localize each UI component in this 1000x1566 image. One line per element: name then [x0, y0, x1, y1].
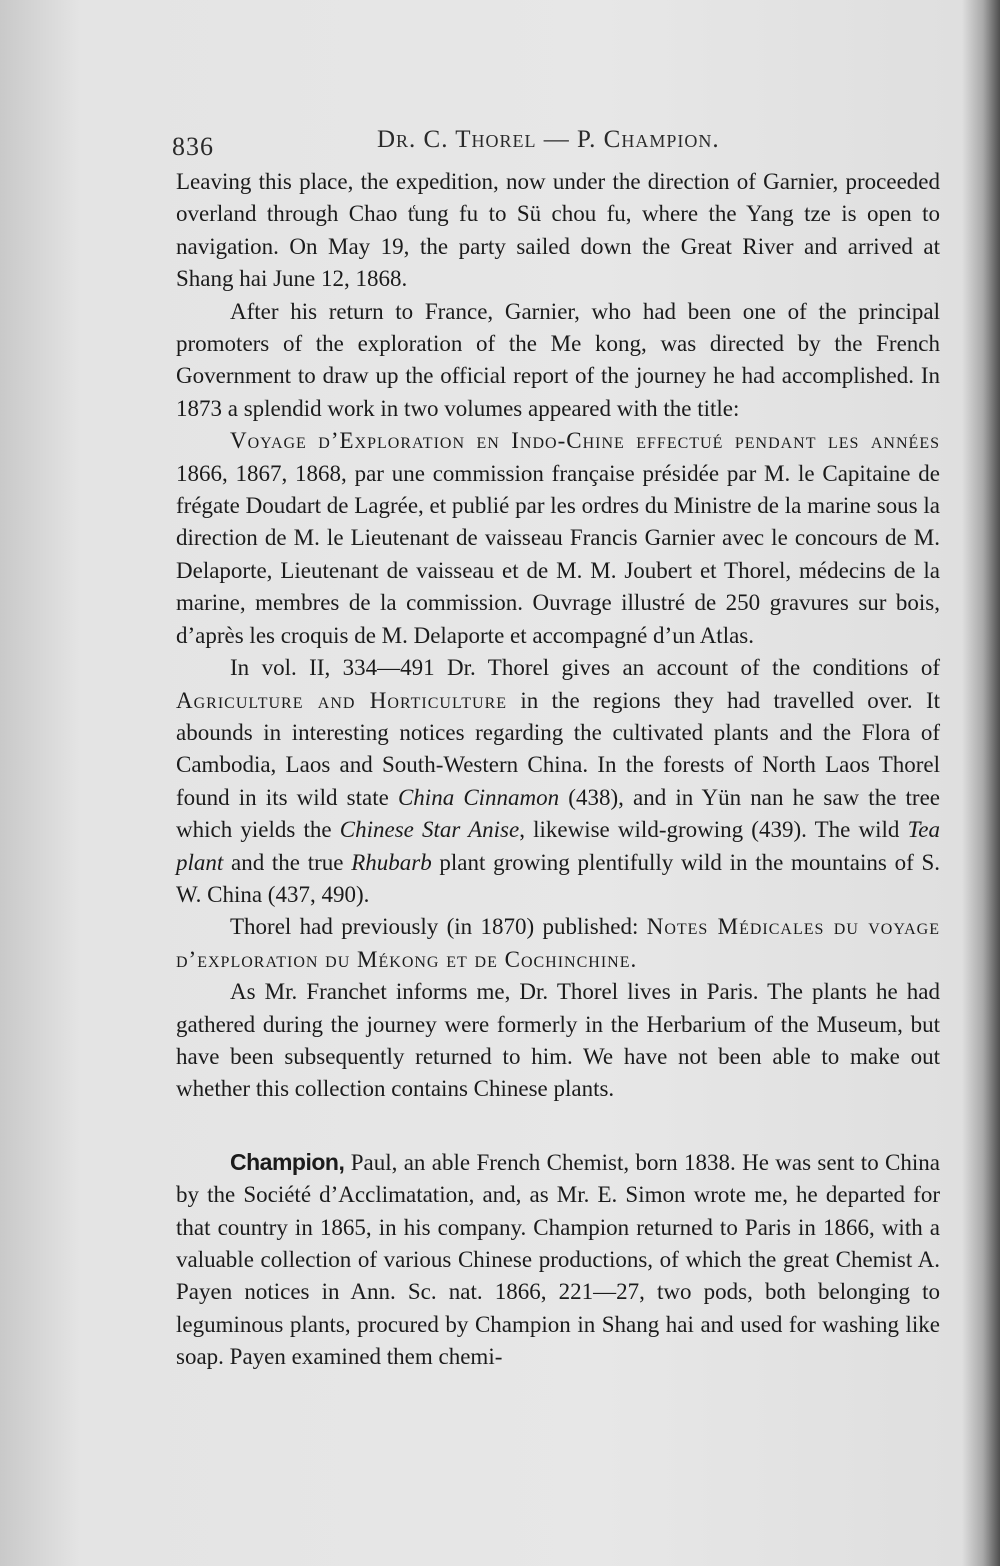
- paragraph: After his return to France, Garnier, who had been one of the principal promoters of the exploration of the Me kong, was directed by the French Government to draw up the official report of the journey he had accomplished. In 1873 a splendid work in two volumes appeared with the title:: [176, 298, 940, 421]
- page-edge-shadow: [962, 0, 1000, 1566]
- small-caps-run: Agriculture and Horticulture: [176, 687, 508, 713]
- italic-run: Tea plant: [176, 817, 940, 875]
- entry-text: Paul, an able French Chemist, born 1838. He was sent to China by the Société d’Acclimatation, and, as Mr. E. Simon wrote me, he departed for that country in 1865, in his company. Champion returned to Paris in 1866, with a valuable collection of various Chinese productions, of which the great Chemist A. Payen notices in Ann. Sc. nat. 1866, 221—27, two pods, both belonging to leguminous plants, procured by Champion in Shang hai and used for washing like soap. Payen examined them chemi-: [176, 1149, 940, 1370]
- text-run: , likewise wild-growing (439). The wild: [519, 817, 908, 843]
- page-header: [172, 126, 932, 166]
- text-run: In vol. II, 334—491 Dr. Thorel gives an account of the conditions of: [230, 655, 940, 681]
- paragraph: [176, 911, 940, 976]
- paragraph: As Mr. Franchet informs me, Dr. Thorel lives in Paris. The plants he had gathered during the journey were formerly in the Herbarium of the Museum, but have been subsequently returned to him. We have not been able to make out whether this collection contains Chinese plants.: [176, 979, 940, 1102]
- page-number: 836: [172, 132, 214, 161]
- entry-name: Champion,: [230, 1148, 345, 1175]
- italic-run: China Cinnamon: [397, 784, 560, 810]
- text-run: in the regions they had travelled over. It abounds in interesting notices regarding the cultivated plants and the Flora of Cambodia, Laos and South-Western China. In the forests of North Laos Thorel found in its wild state: [176, 687, 940, 810]
- text-run: and the true: [223, 849, 352, 875]
- paragraph-book-title: [176, 425, 940, 652]
- book-title: Voyage d’Exploration en Indo-Chine effectué pendant les années: [230, 428, 940, 454]
- running-title: Dr. C. Thorel — P. Champion.: [377, 126, 720, 153]
- paragraph: Leaving this place, the expedition, now under the direction of Garnier, proceeded overland through Chao t͑ung fu to Sü chou fu, where the Yang tze is open to navigation. On May 19, the party sailed down the Great River and arrived at Shang hai June 12, 1868.: [176, 169, 940, 292]
- book-title-rest: 1866, 1867, 1868, par une commission française présidée par M. le Capitaine de frégate Doudart de Lagrée, et publié par les ordres du Ministre de la marine sous la direction de M. le Lieutenant de vaisseau Francis Garnier avec le concours de M. Delaporte, Lieutenant de vaisseau et de M. M. Joubert et Thorel, médecins de la marine, membres de la commission. Ouvrage illustré de 250 gravures sur bois, d’après les croquis de M. Delaporte et accompagné d’un Atlas.: [176, 460, 940, 648]
- italic-run: Rhubarb: [351, 849, 432, 875]
- text-run: Thorel had previously (in 1870) published:: [230, 914, 647, 940]
- paragraph: [176, 652, 940, 911]
- entry-champion: [176, 1146, 940, 1374]
- section-gap: [176, 1106, 940, 1146]
- body-text: [176, 166, 940, 1374]
- small-caps-run: Notes Médicales du voyage d’exploration du Mékong et de Cochinchine.: [176, 914, 940, 972]
- italic-run: Chinese Star Anise: [339, 817, 520, 843]
- text-run: plant growing plentifully wild in the mountains of S. W. China (437, 490).: [176, 849, 940, 907]
- text-run: (438), and in Yün nan he saw the tree which yields the: [176, 784, 940, 843]
